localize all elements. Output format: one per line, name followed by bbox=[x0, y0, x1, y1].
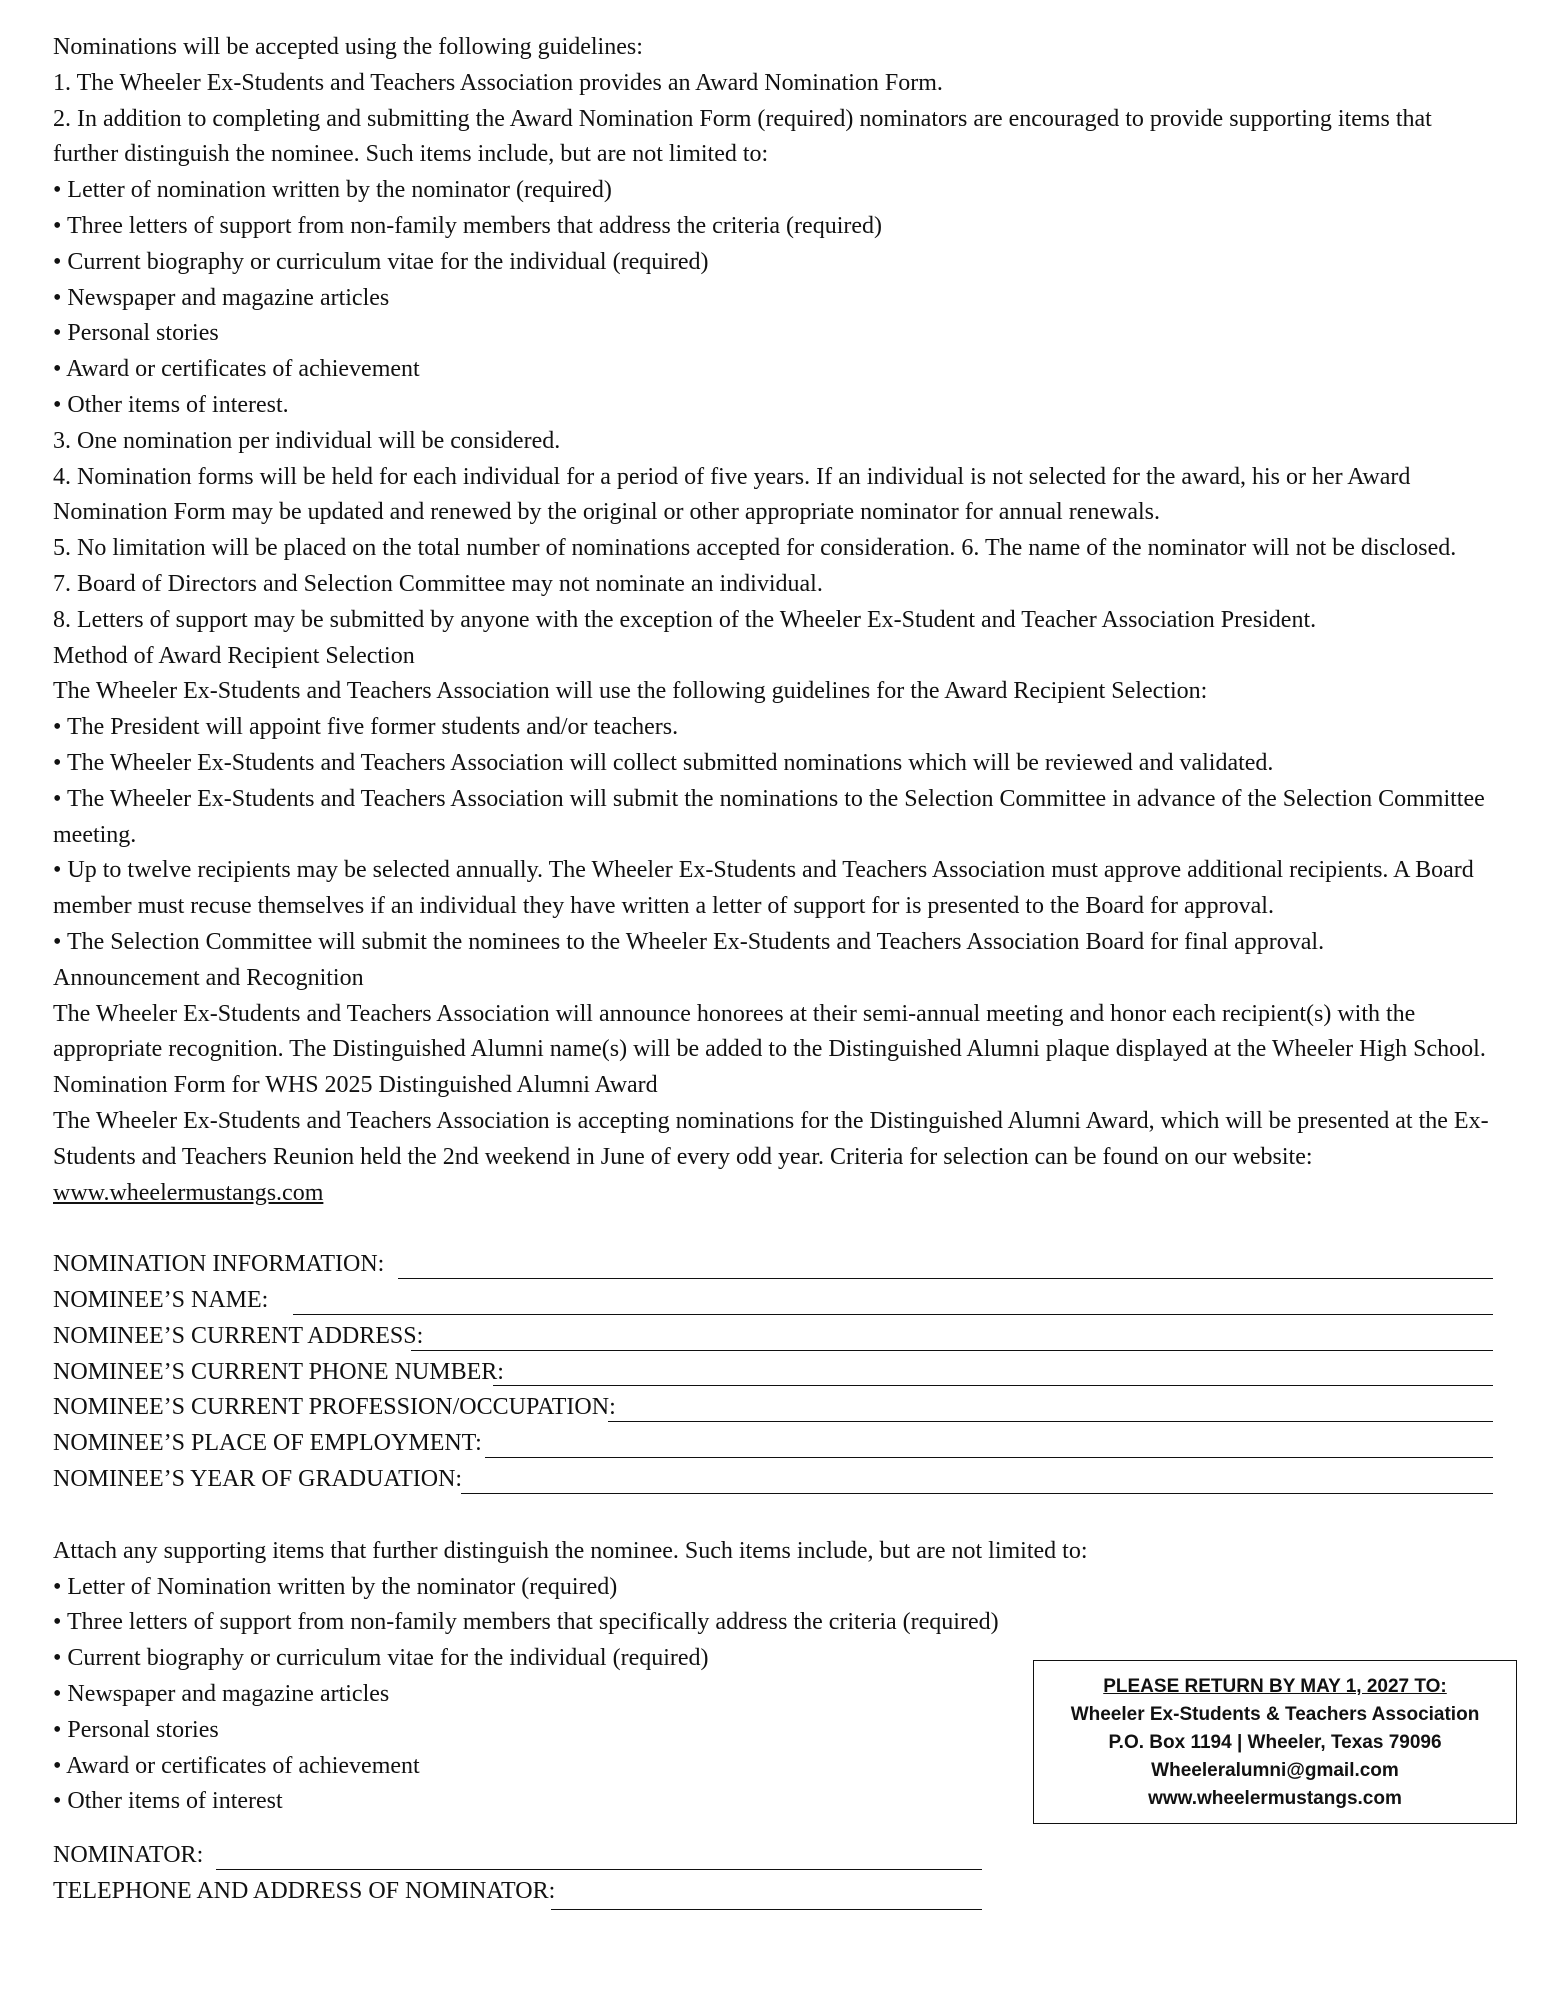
selection-bullet: • The Selection Committee will submit the nominees to the Wheeler Ex-Students and Teachers Association Board for final approval. bbox=[53, 928, 1325, 955]
guideline-bullet: • Newspaper and magazine articles bbox=[53, 284, 390, 311]
return-heading: PLEASE RETURN BY MAY 1, 2027 TO: bbox=[1103, 1676, 1447, 1697]
return-address-box bbox=[1033, 1660, 1517, 1824]
attach-bullet: • Personal stories bbox=[53, 1716, 219, 1743]
guideline-item-2: 2. In addition to completing and submitting the Award Nomination Form (required) nominators are encouraged to provide supporting items that further distinguish the nominee. Such items include, but are not limited to: bbox=[53, 105, 1432, 168]
guidelines-intro: Nominations will be accepted using the following guidelines: bbox=[53, 34, 643, 60]
attach-bullet: • Award or certificates of achievement bbox=[53, 1752, 420, 1779]
nominee-name-field[interactable] bbox=[53, 1283, 1493, 1319]
selection-bullet: • The Wheeler Ex-Students and Teachers Association will collect submitted nominations which will be reviewed and validated. bbox=[53, 749, 1274, 776]
website-link[interactable]: www.wheelermustangs.com bbox=[53, 1179, 324, 1206]
return-website[interactable]: www.wheelermustangs.com bbox=[1148, 1788, 1402, 1809]
selection-heading: Method of Award Recipient Selection bbox=[53, 642, 415, 669]
nominator-field[interactable] bbox=[53, 1838, 1493, 1874]
field-label: NOMINEE’S CURRENT ADDRESS: bbox=[53, 1322, 424, 1349]
nominee-address-field[interactable] bbox=[53, 1319, 1493, 1355]
guideline-bullet: • Current biography or curriculum vitae for the individual (required) bbox=[53, 248, 709, 275]
input-underline[interactable] bbox=[493, 1385, 1493, 1386]
return-address: P.O. Box 1194 | Wheeler, Texas 79096 bbox=[1108, 1732, 1442, 1753]
form-heading: Nomination Form for WHS 2025 Distinguished Alumni Award bbox=[53, 1072, 658, 1099]
guideline-bullet: • Award or certificates of achievement bbox=[53, 356, 420, 383]
field-label: NOMINEE’S PLACE OF EMPLOYMENT: bbox=[53, 1430, 482, 1457]
return-organization: Wheeler Ex-Students & Teachers Association bbox=[1070, 1704, 1480, 1725]
guideline-bullet: • Letter of nomination written by the nominator (required) bbox=[53, 177, 612, 204]
field-label: TELEPHONE AND ADDRESS OF NOMINATOR: bbox=[53, 1878, 556, 1905]
input-underline[interactable] bbox=[411, 1350, 1493, 1351]
announcement-heading: Announcement and Recognition bbox=[53, 964, 364, 991]
form-intro-line-1: The Wheeler Ex-Students and Teachers Association is accepting nominations for the Distinguished Alumni Award, which will be presented at the Ex- bbox=[53, 1107, 1489, 1134]
input-underline[interactable] bbox=[551, 1909, 982, 1910]
guideline-bullet: • Other items of interest. bbox=[53, 391, 289, 418]
nominee-employment-field[interactable] bbox=[53, 1426, 1493, 1462]
nominee-graduation-field[interactable] bbox=[53, 1462, 1493, 1498]
nomination-information-field[interactable] bbox=[53, 1247, 1493, 1283]
document-page bbox=[53, 30, 1493, 1910]
guideline-item-4: 4. Nomination forms will be held for each individual for a period of five years. If an individual is not selected for the award, his or her Award Nomination Form may be updated and renewed by the original or other appropriate nominator for annual renewals. bbox=[53, 463, 1411, 526]
selection-bullet: • The Wheeler Ex-Students and Teachers Association will submit the nominations to the Selection Committee in advance of the Selection Committee meeting. bbox=[53, 785, 1485, 848]
input-underline[interactable] bbox=[608, 1421, 1493, 1422]
guideline-item-1: 1. The Wheeler Ex-Students and Teachers Association provides an Award Nomination Form. bbox=[53, 69, 943, 96]
announcement-text: The Wheeler Ex-Students and Teachers Association will announce honorees at their semi-annual meeting and honor each recipient(s) with the appropriate recognition. The Distinguished Alumni name(s) will be added to the Distinguished Alumni plaque displayed at the Wheeler High School. bbox=[53, 1000, 1486, 1063]
input-underline[interactable] bbox=[398, 1278, 1493, 1279]
selection-bullet: • The President will appoint five former students and/or teachers. bbox=[53, 714, 679, 741]
guideline-item-3: 3. One nomination per individual will be considered. bbox=[53, 427, 561, 454]
field-label: NOMINEE’S NAME: bbox=[53, 1287, 269, 1314]
attach-bullet: • Three letters of support from non-family members that specifically address the criteria (required) bbox=[53, 1609, 999, 1636]
attach-bullet: • Other items of interest bbox=[53, 1788, 283, 1815]
input-underline[interactable] bbox=[293, 1314, 1493, 1315]
guideline-bullet: • Personal stories bbox=[53, 320, 219, 347]
input-underline[interactable] bbox=[485, 1457, 1493, 1458]
input-underline[interactable] bbox=[216, 1869, 982, 1870]
input-underline[interactable] bbox=[461, 1493, 1493, 1494]
nominator-telephone-address-field[interactable] bbox=[53, 1874, 1493, 1910]
guideline-item-7: 7. Board of Directors and Selection Committee may not nominate an individual. bbox=[53, 570, 823, 597]
guideline-item-8: 8. Letters of support may be submitted by anyone with the exception of the Wheeler Ex-Student and Teacher Association President. bbox=[53, 606, 1317, 633]
attach-bullet: • Current biography or curriculum vitae for the individual (required) bbox=[53, 1645, 709, 1672]
guideline-item-5-6: 5. No limitation will be placed on the total number of nominations accepted for consideration. 6. The name of the nominator will not be disclosed. bbox=[53, 535, 1457, 562]
field-label: NOMINEE’S CURRENT PROFESSION/OCCUPATION: bbox=[53, 1394, 616, 1421]
nominee-profession-field[interactable] bbox=[53, 1390, 1493, 1426]
selection-bullet: • Up to twelve recipients may be selected annually. The Wheeler Ex-Students and Teachers Association must approve additional recipients. A Board member must recuse themselves if an individual they have written a letter of support for is presented to the Board for approval. bbox=[53, 857, 1474, 920]
attach-intro: Attach any supporting items that further distinguish the nominee. Such items include, but are not limited to: bbox=[53, 1537, 1088, 1564]
nominee-phone-field[interactable] bbox=[53, 1355, 1493, 1391]
form-intro-line-2: Students and Teachers Reunion held the 2nd weekend in June of every odd year. Criteria for selection can be found on our website: bbox=[53, 1143, 1313, 1170]
attach-bullet: • Newspaper and magazine articles bbox=[53, 1681, 390, 1708]
field-label: NOMINATOR: bbox=[53, 1842, 204, 1869]
attach-bullet: • Letter of Nomination written by the nominator (required) bbox=[53, 1573, 618, 1600]
selection-intro: The Wheeler Ex-Students and Teachers Association will use the following guidelines for the Award Recipient Selection: bbox=[53, 678, 1208, 705]
field-label: NOMINEE’S CURRENT PHONE NUMBER: bbox=[53, 1358, 504, 1385]
guideline-bullet: • Three letters of support from non-family members that address the criteria (required) bbox=[53, 212, 882, 239]
field-label: NOMINATION INFORMATION: bbox=[53, 1251, 385, 1278]
return-email[interactable]: Wheeleralumni@gmail.com bbox=[1151, 1760, 1399, 1781]
field-label: NOMINEE’S YEAR OF GRADUATION: bbox=[53, 1466, 463, 1493]
